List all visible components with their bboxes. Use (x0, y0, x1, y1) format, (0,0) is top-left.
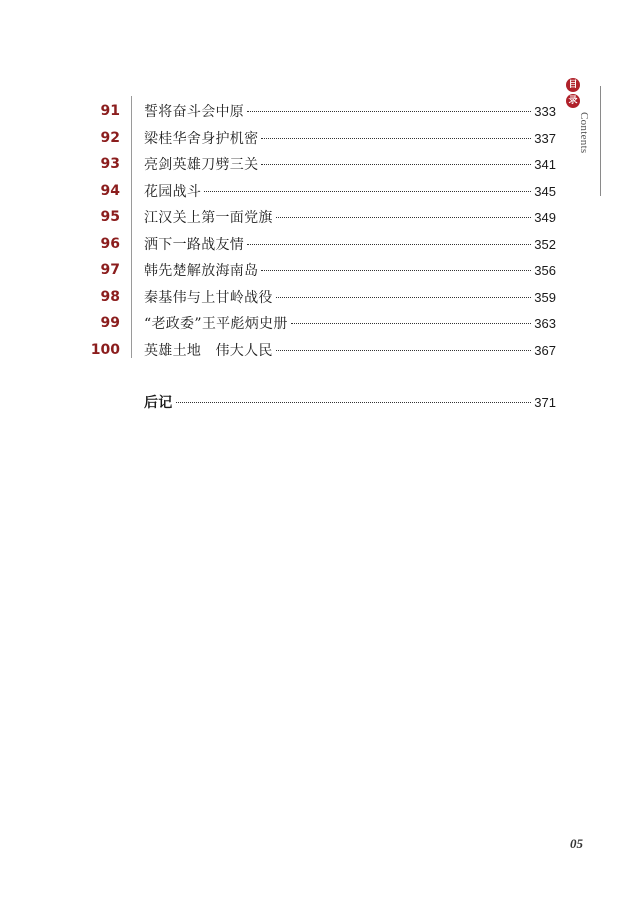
entry-title: 秦基伟与上甘岭战役 (144, 289, 273, 306)
badge-char-2: 录 (566, 94, 580, 108)
dot-leader (261, 138, 531, 139)
dot-leader (261, 164, 531, 165)
entry-title: 誓将奋斗会中原 (144, 104, 245, 121)
dot-leader (176, 402, 532, 403)
entry-title: 亮剑英雄刀劈三关 (144, 157, 259, 174)
page-number: 05 (570, 836, 583, 851)
afterword-title: 后记 (144, 395, 173, 411)
entry-page: 356 (534, 263, 556, 279)
entry-page: 345 (534, 183, 556, 199)
toc-entry[interactable] (86, 257, 556, 284)
dot-leader (291, 323, 532, 324)
dot-leader (276, 297, 532, 298)
entry-page: 337 (534, 130, 556, 146)
entry-page: 352 (534, 236, 556, 252)
dot-leader (247, 111, 531, 112)
entry-line (144, 128, 556, 148)
entry-title: 花园战斗 (144, 183, 202, 200)
dot-leader (276, 350, 532, 351)
entry-title: 梁桂华舍身护机密 (144, 130, 259, 147)
entry-number: 96 (100, 235, 120, 252)
dot-leader (247, 244, 531, 245)
dot-leader (276, 217, 532, 218)
entry-line (144, 181, 556, 201)
entry-title: “老政委”王平彪炳史册 (144, 316, 288, 333)
entry-page: 341 (534, 157, 556, 173)
contents-label: Contents (578, 112, 590, 154)
toc-entry[interactable] (86, 125, 556, 152)
entry-page: 363 (534, 316, 556, 332)
entry-line (144, 234, 556, 254)
entry-title: 洒下一路战友情 (144, 236, 245, 253)
entry-line (144, 287, 556, 307)
entry-number: 93 (100, 156, 120, 173)
toc-entry[interactable] (86, 310, 556, 337)
entry-number: 95 (100, 209, 120, 226)
entry-number: 99 (100, 315, 120, 332)
entry-title: 江汉关上第一面党旗 (144, 210, 273, 227)
entry-number: 92 (100, 129, 120, 146)
contents-badge (566, 78, 580, 110)
entry-title: 韩先楚解放海南岛 (144, 263, 259, 280)
toc-entry[interactable] (86, 204, 556, 231)
toc-list (86, 98, 556, 363)
entry-page: 333 (534, 104, 556, 120)
entry-number: 97 (100, 262, 120, 279)
entry-number: 94 (100, 182, 120, 199)
toc-entry[interactable] (86, 337, 556, 364)
entry-number: 98 (100, 288, 120, 305)
toc-entry[interactable] (86, 98, 556, 125)
afterword-page: 371 (534, 395, 556, 410)
entry-page: 367 (534, 342, 556, 358)
entry-number: 91 (100, 103, 120, 120)
entry-line (144, 340, 556, 360)
toc-entry[interactable] (86, 178, 556, 205)
entry-line (144, 154, 556, 174)
entry-page: 359 (534, 289, 556, 305)
entry-number: 100 (90, 341, 120, 358)
entry-title: 英雄土地 伟大人民 (144, 342, 273, 359)
entry-line (144, 101, 556, 121)
dot-leader (204, 191, 531, 192)
badge-char-1: 目 (566, 78, 580, 92)
toc-entry[interactable] (86, 151, 556, 178)
afterword-entry[interactable] (144, 392, 556, 412)
toc-entry[interactable] (86, 231, 556, 258)
dot-leader (261, 270, 531, 271)
entry-line (144, 313, 556, 333)
entry-line (144, 260, 556, 280)
toc-entry[interactable] (86, 284, 556, 311)
entry-line (144, 207, 556, 227)
entry-page: 349 (534, 210, 556, 226)
side-divider (600, 86, 601, 196)
